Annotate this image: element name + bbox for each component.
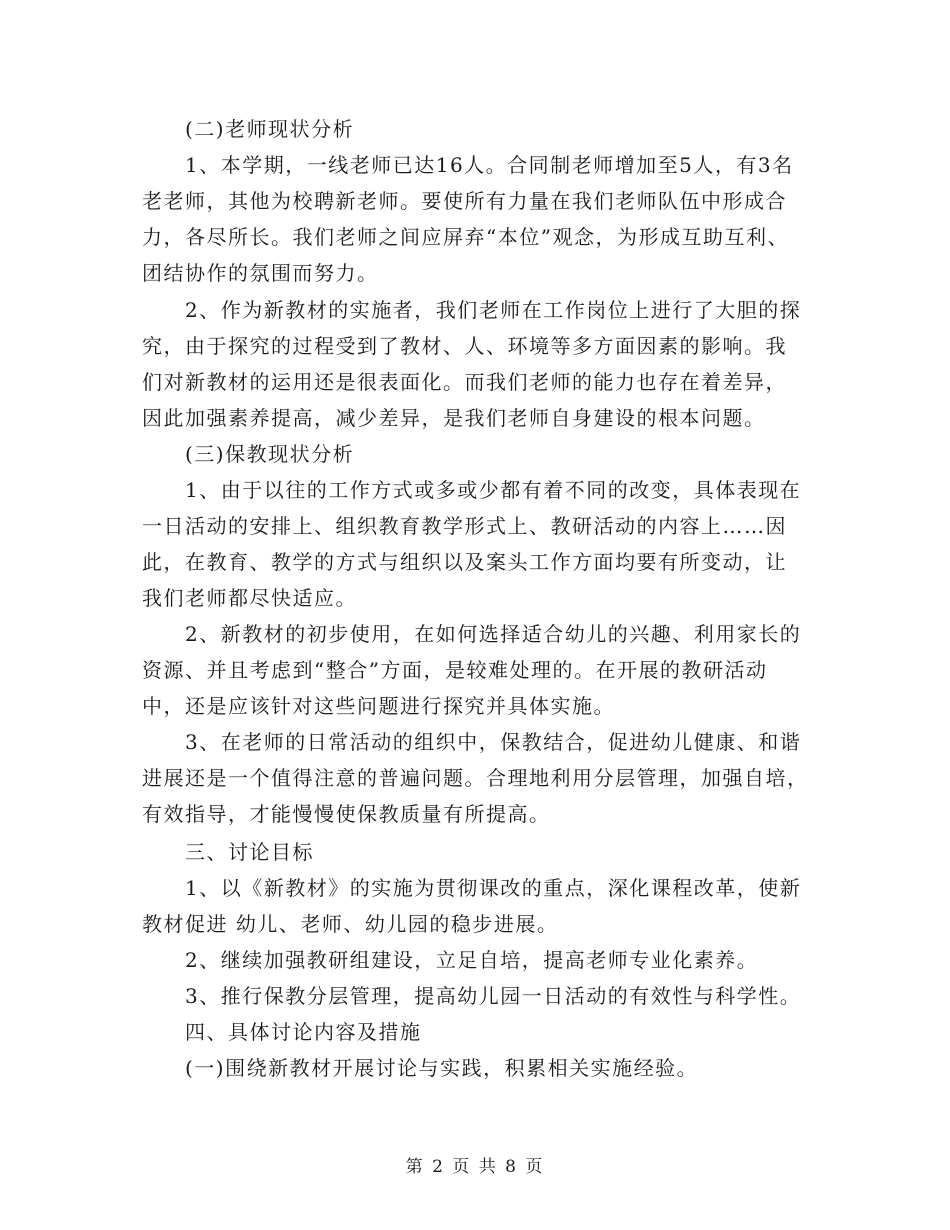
- paragraph-line: 3、推行保教分层管理，提高幼儿园一日活动的有效性与科学性。: [142, 984, 802, 1008]
- paragraph-line: 一日活动的安排上、组织教育教学形式上、教研活动的内容上……因: [142, 514, 787, 538]
- paragraph-line: 1、以《新教材》的实施为贯彻课改的重点，深化课程改革，使新: [142, 876, 802, 900]
- paragraph-line: 我们老师都尽快适应。: [142, 586, 357, 610]
- paragraph-line: 此，在教育、教学的方式与组织以及案头工作方面均要有所变动，让: [142, 550, 787, 574]
- page-number-footer: 第 2 页 共 8 页: [405, 1157, 545, 1177]
- paragraph-line: 2、作为新教材的实施者，我们老师在工作岗位上进行了大胆的探: [142, 298, 802, 322]
- paragraph-line: 2、新教材的初步使用，在如何选择适合幼儿的兴趣、利用家长的: [142, 622, 802, 646]
- section-heading-measures: 四、具体讨论内容及措施: [142, 1020, 422, 1044]
- paragraph-line: (一)围绕新教材开展讨论与实践，积累相关实施经验。: [142, 1056, 699, 1080]
- paragraph-line: 进展还是一个值得注意的普遍问题。合理地利用分层管理，加强自培，: [142, 766, 809, 790]
- paragraph-line: 资源、并且考虑到“整合”方面，是较难处理的。在开展的教研活动: [142, 658, 768, 682]
- paragraph-line: 1、由于以往的工作方式或多或少都有着不同的改变，具体表现在: [142, 478, 802, 502]
- paragraph-line: 们对新教材的运用还是很表面化。而我们老师的能力也存在着差异，: [142, 370, 787, 394]
- paragraph-line: 老老师，其他为校聘新老师。要使所有力量在我们老师队伍中形成合: [142, 189, 787, 213]
- section-heading-goals: 三、讨论目标: [142, 840, 314, 864]
- paragraph-line: 有效指导，才能慢慢使保教质量有所提高。: [142, 802, 551, 826]
- paragraph-line: 教材促进 幼儿、老师、幼儿园的稳步进展。: [142, 912, 559, 936]
- paragraph-line: 团结协作的氛围而努力。: [142, 261, 379, 285]
- section-heading-care-status: (三)保教现状分析: [142, 442, 355, 466]
- paragraph-line: 1、本学期，一线老师已达16人。合同制老师增加至5人，有3名: [142, 153, 794, 177]
- paragraph-line: 2、继续加强教研组建设，立足自培，提高老师专业化素养。: [142, 948, 759, 972]
- paragraph-line: 究，由于探究的过程受到了教材、人、环境等多方面因素的影响。我: [142, 334, 787, 358]
- section-heading-teacher-status: (二)老师现状分析: [142, 117, 355, 141]
- paragraph-line: 力，各尽所长。我们老师之间应屏弃“本位”观念，为形成互助互利、: [142, 225, 789, 249]
- paragraph-line: 中，还是应该针对这些问题进行探究并具体实施。: [142, 694, 615, 718]
- paragraph-line: 因此加强素养提高，减少差异，是我们老师自身建设的根本问题。: [142, 406, 766, 430]
- paragraph-line: 3、在老师的日常活动的组织中，保教结合，促进幼儿健康、和谐: [142, 730, 802, 754]
